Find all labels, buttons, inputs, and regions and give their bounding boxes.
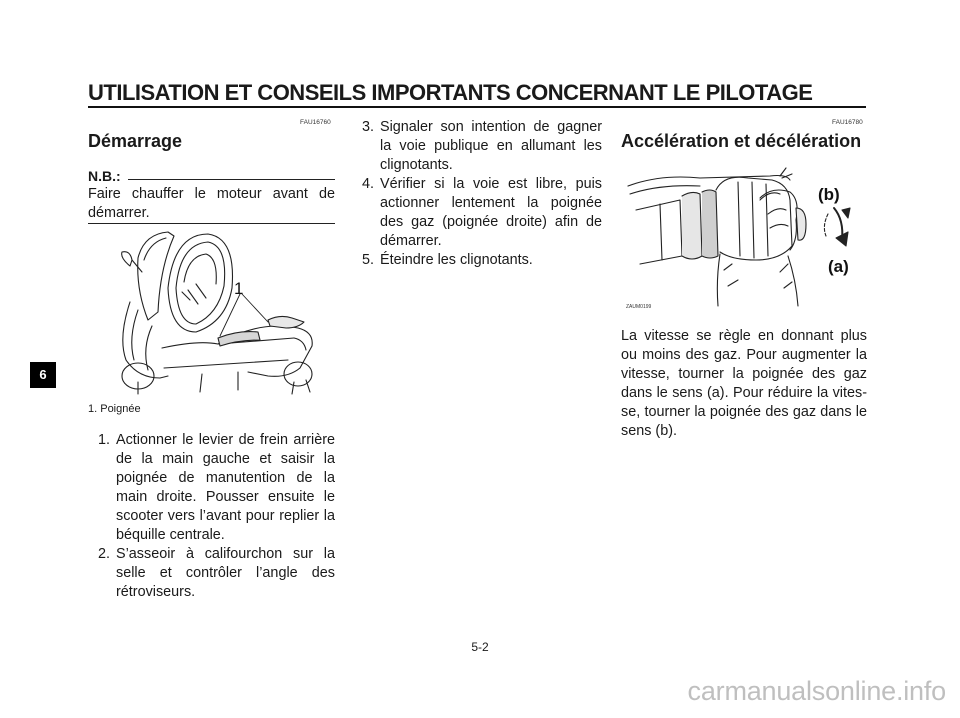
list-item (362, 175, 602, 251)
section-title-demarrage: Démarrage (88, 131, 183, 151)
left-steps (98, 431, 335, 602)
list-item (98, 545, 335, 602)
figure-callout-1: 1 (234, 279, 244, 298)
middle-steps (362, 118, 602, 270)
note-rule-bottom (88, 223, 335, 224)
step-text: Vérifier si la voie est libre, puis actionner lentement la poignée des gaz (poignée droite) afin de démarrer. (380, 176, 602, 249)
figure-code: ZAUM0199 (626, 304, 652, 310)
list-item (98, 431, 335, 545)
step-number: 3. (362, 119, 375, 135)
figure-caption: 1. Poignée (88, 403, 141, 415)
list-item (362, 251, 602, 270)
page-header-title: UTILISATION ET CONSEILS IMPORTANTS CONCERNANT LE PILOTAGE (88, 80, 813, 105)
note-rule-top (128, 179, 335, 180)
watermark-text: carmanualsonline.info (687, 676, 946, 706)
step-number: 1. (98, 432, 111, 448)
section-code: FAU16780 (832, 119, 863, 126)
section-title-acceleration: Accélération et décélération (621, 131, 862, 151)
direction-label-a: (a) (828, 257, 849, 276)
step-text: S’asseoir à califourchon sur la selle et contrôler l’angle des rétroviseurs. (116, 546, 335, 600)
page-number: 5-2 (471, 640, 489, 654)
step-text: Actionner le levier de frein arrière de la main gauche et saisir la poignée de manutention de la main droite. Pousser ensuite le scooter vers l’avant pour replier la béquille centrale. (116, 432, 335, 543)
step-text: Éteindre les clignotants. (380, 252, 533, 268)
note-text: Faire chauffer le moteur avant de démarrer. (88, 186, 335, 221)
step-number: 4. (362, 176, 375, 192)
direction-label-b: (b) (818, 185, 840, 204)
throttle-grip-illustration (620, 160, 870, 315)
step-text: Signaler son intention de gagner la voie publique en allumant les clignotants. (380, 119, 602, 173)
step-number: 2. (98, 546, 111, 562)
header-rule (88, 106, 866, 108)
list-item (362, 118, 602, 175)
note-label: N.B.: (88, 168, 121, 184)
acceleration-body-text: La vitesse se règle en donnant plus ou moins des gaz. Pour augmenter la vitesse, tourner la poignée des gaz dans le sens (a). Pour réduire la vites-se, tourner la poignée des gaz dans le sens (b). (621, 328, 867, 439)
step-number: 5. (362, 252, 375, 268)
section-code: FAU16760 (300, 119, 331, 126)
chapter-tab: 6 (30, 362, 56, 388)
scooter-illustration (108, 228, 330, 400)
